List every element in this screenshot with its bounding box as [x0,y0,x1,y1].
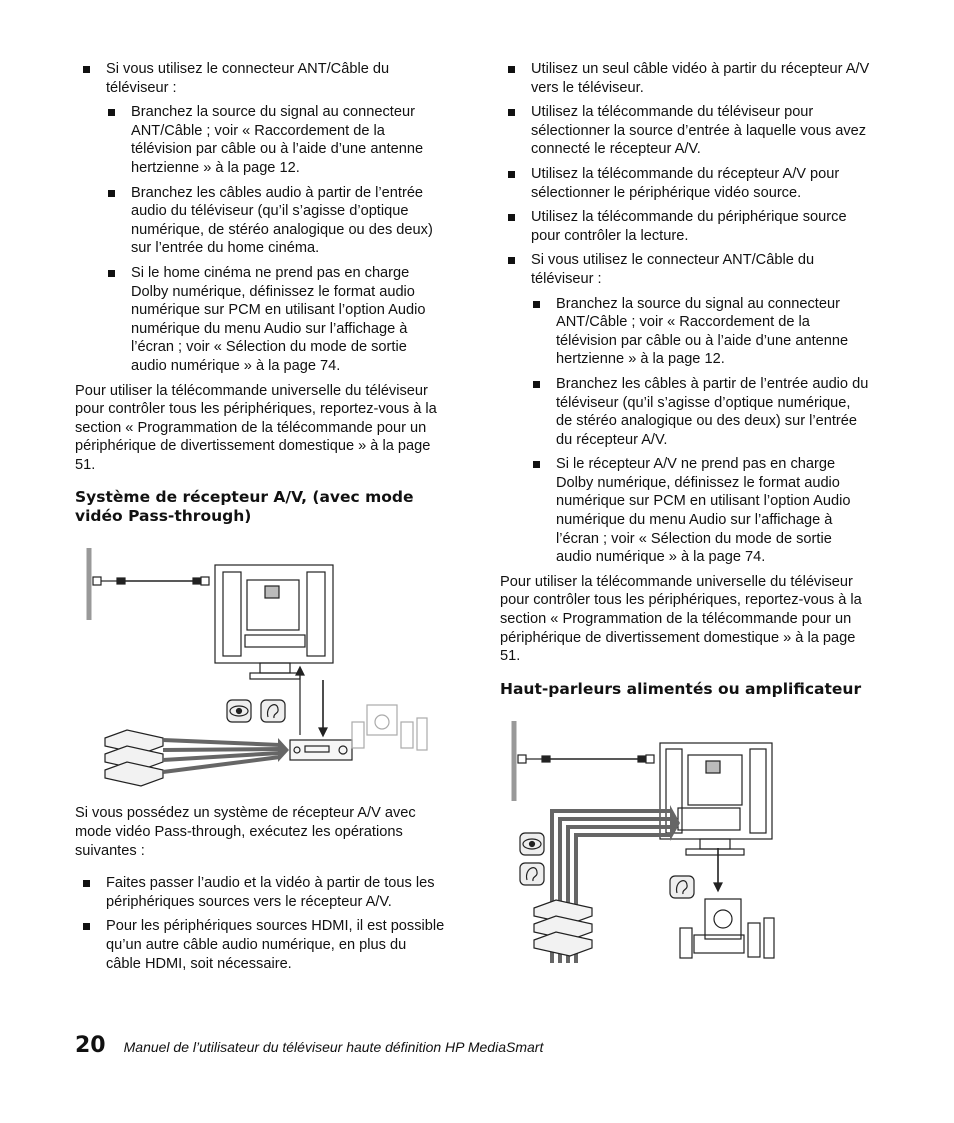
sub-list-item: Si le home cinéma ne prend pas en charge Dolby numérique, définissez le format audio numérique sur PCM en utilisant l’option Audio numérique du menu Audio sur l’affichage à l’écran ; voir « Sélection du mode de sortie audio numérique » à la page 74. [106,264,445,376]
list-item: Faites passer l’audio et la vidéo à partir de tous les périphériques sources vers le récepteur A/V. [75,874,445,911]
sub-list-item: Branchez la source du signal au connecteur ANT/Câble ; voir « Raccordement de la télévision par câble ou à l’aide d’une antenne hertzienne » à la page 12. [106,103,445,177]
list-item: Utilisez un seul câble vidéo à partir du récepteur A/V vers le téléviseur. [500,60,870,97]
list-item [75,60,445,376]
ear-icon [670,876,694,898]
section-heading: Haut-parleurs alimentés ou amplificateur [500,679,862,698]
ear-icon [520,863,544,885]
sub-list-item: Branchez les câbles à partir de l’entrée audio du téléviseur (qu’il s’agisse d’optique numérique, de stéréo analogique ou des deux) sur l’entrée du récepteur A/V. [531,375,870,449]
footer-title: Manuel de l’utilisateur du téléviseur haute définition HP MediaSmart [123,1039,544,1055]
source-devices [105,730,163,786]
paragraph: Si vous possédez un système de récepteur A/V avec mode vidéo Pass-through, exécutez les opérations suivantes : [75,805,416,859]
av-receiver-diagram [75,540,445,790]
paragraph: Pour utiliser la télécommande universelle du téléviseur pour contrôler tous les périphériques, reportez-vous à la section « Programmation de la télécommande pour un périphérique de divertissement domestique » à la page 51. [75,382,437,473]
eye-icon [227,700,251,722]
right-column [500,60,870,987]
source-devices [534,900,592,956]
paragraph: Pour utiliser la télécommande universelle du téléviseur pour contrôler tous les périphériques, reportez-vous à la section « Programmation de la télécommande pour un périphérique de divertissement domestique » à la page 51. [500,573,862,665]
list-item: Utilisez la télécommande du récepteur A/V pour sélectionner le périphérique vidéo source. [500,165,870,202]
section-heading: Système de récepteur A/V, (avec mode vidéo Pass-through) [75,488,414,526]
page-number: 20 [75,1033,106,1058]
page-footer [75,1033,543,1058]
left-column [75,60,445,979]
eye-icon [520,833,544,855]
bullet-text: Si vous utilisez le connecteur ANT/Câble du téléviseur : [531,252,815,287]
list-item [500,251,870,567]
sub-list-item: Branchez la source du signal au connecteur ANT/Câble ; voir « Raccordement de la télévision par câble ou à l’aide d’une antenne hertzienne » à la page 12. [531,295,870,369]
ear-icon [261,700,285,722]
list-item: Utilisez la télécommande du périphérique source pour contrôler la lecture. [500,208,870,245]
list-item: Pour les périphériques sources HDMI, il est possible qu’un autre câble audio numérique, en plus du câble HDMI, soit nécessaire. [75,917,445,973]
list-item: Utilisez la télécommande du téléviseur pour sélectionner la source d’entrée à laquelle vous avez connecté le récepteur A/V. [500,103,870,159]
powered-speakers-diagram [500,713,870,973]
sub-list-item: Branchez les câbles audio à partir de l’entrée audio du téléviseur (qu’il s’agisse d’optique numérique, de stéréo analogique ou des deux) sur l’entrée du home cinéma. [106,184,445,258]
sub-list-item: Si le récepteur A/V ne prend pas en charge Dolby numérique, définissez le format audio numérique sur PCM en utilisant l’option Audio numérique du menu Audio sur l’affichage à l’écran ; voir « Sélection du mode de sortie audio numérique » à la page 74. [531,455,870,567]
bullet-text: Si vous utilisez le connecteur ANT/Câble du téléviseur : [106,61,390,96]
